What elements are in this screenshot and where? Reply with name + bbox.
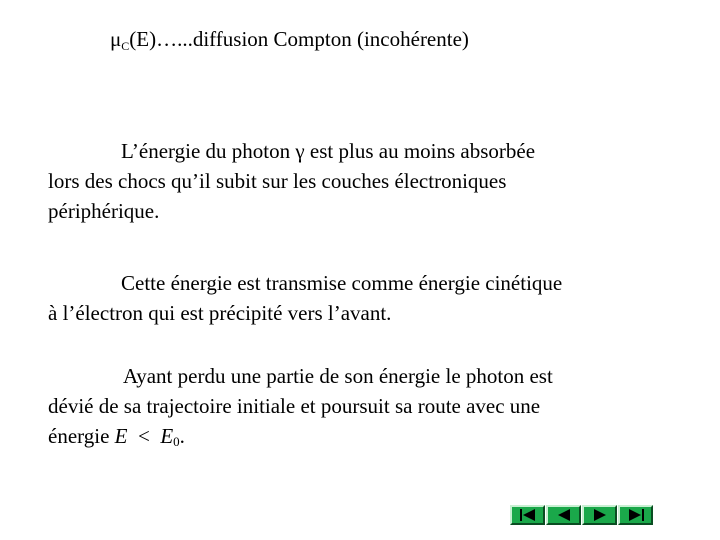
skip-to-end-icon <box>625 508 647 522</box>
energy-variable: E <box>114 424 128 448</box>
paragraph-2-line-1: Cette énergie est transmise comme énergie cinétique <box>121 271 563 295</box>
initial-energy-variable: E <box>160 424 174 448</box>
paragraph-3-line-2: dévié de sa trajectoire initiale et poursuit sa route avec une <box>48 394 541 418</box>
title-subscript: C <box>121 39 130 53</box>
paragraph-2 <box>48 268 648 328</box>
paragraph-3-line-1: Ayant perdu une partie de son énergie le photon est <box>123 364 553 388</box>
energy-prefix: énergie <box>48 424 115 448</box>
previous-slide-button[interactable] <box>546 505 581 525</box>
slide-navigation <box>510 505 654 525</box>
first-slide-button[interactable] <box>510 505 545 525</box>
last-slide-button[interactable] <box>618 505 653 525</box>
paragraph-1 <box>48 136 648 226</box>
skip-to-start-icon <box>517 508 539 522</box>
sentence-period: . <box>179 424 185 448</box>
mu-symbol: μ <box>110 27 122 51</box>
paragraph-3 <box>48 361 648 457</box>
previous-arrow-icon <box>553 508 575 522</box>
paragraph-1-line-2: lors des chocs qu’il subit sur les couches électroniques <box>48 169 507 193</box>
paragraph-1-line-1: L’énergie du photon γ est plus au moins absorbée <box>121 139 536 163</box>
less-than-sign: < <box>127 424 161 448</box>
next-arrow-icon <box>589 508 611 522</box>
paragraph-1-line-3: périphérique. <box>48 199 160 223</box>
paragraph-3-line-3 <box>48 421 648 457</box>
initial-energy-subscript: 0 <box>173 434 180 449</box>
next-slide-button[interactable] <box>582 505 617 525</box>
title-text: (E)…...diffusion Compton (incohérente) <box>129 27 469 51</box>
slide-title <box>110 26 469 59</box>
paragraph-2-line-2: à l’électron qui est précipité vers l’avant. <box>48 301 392 325</box>
